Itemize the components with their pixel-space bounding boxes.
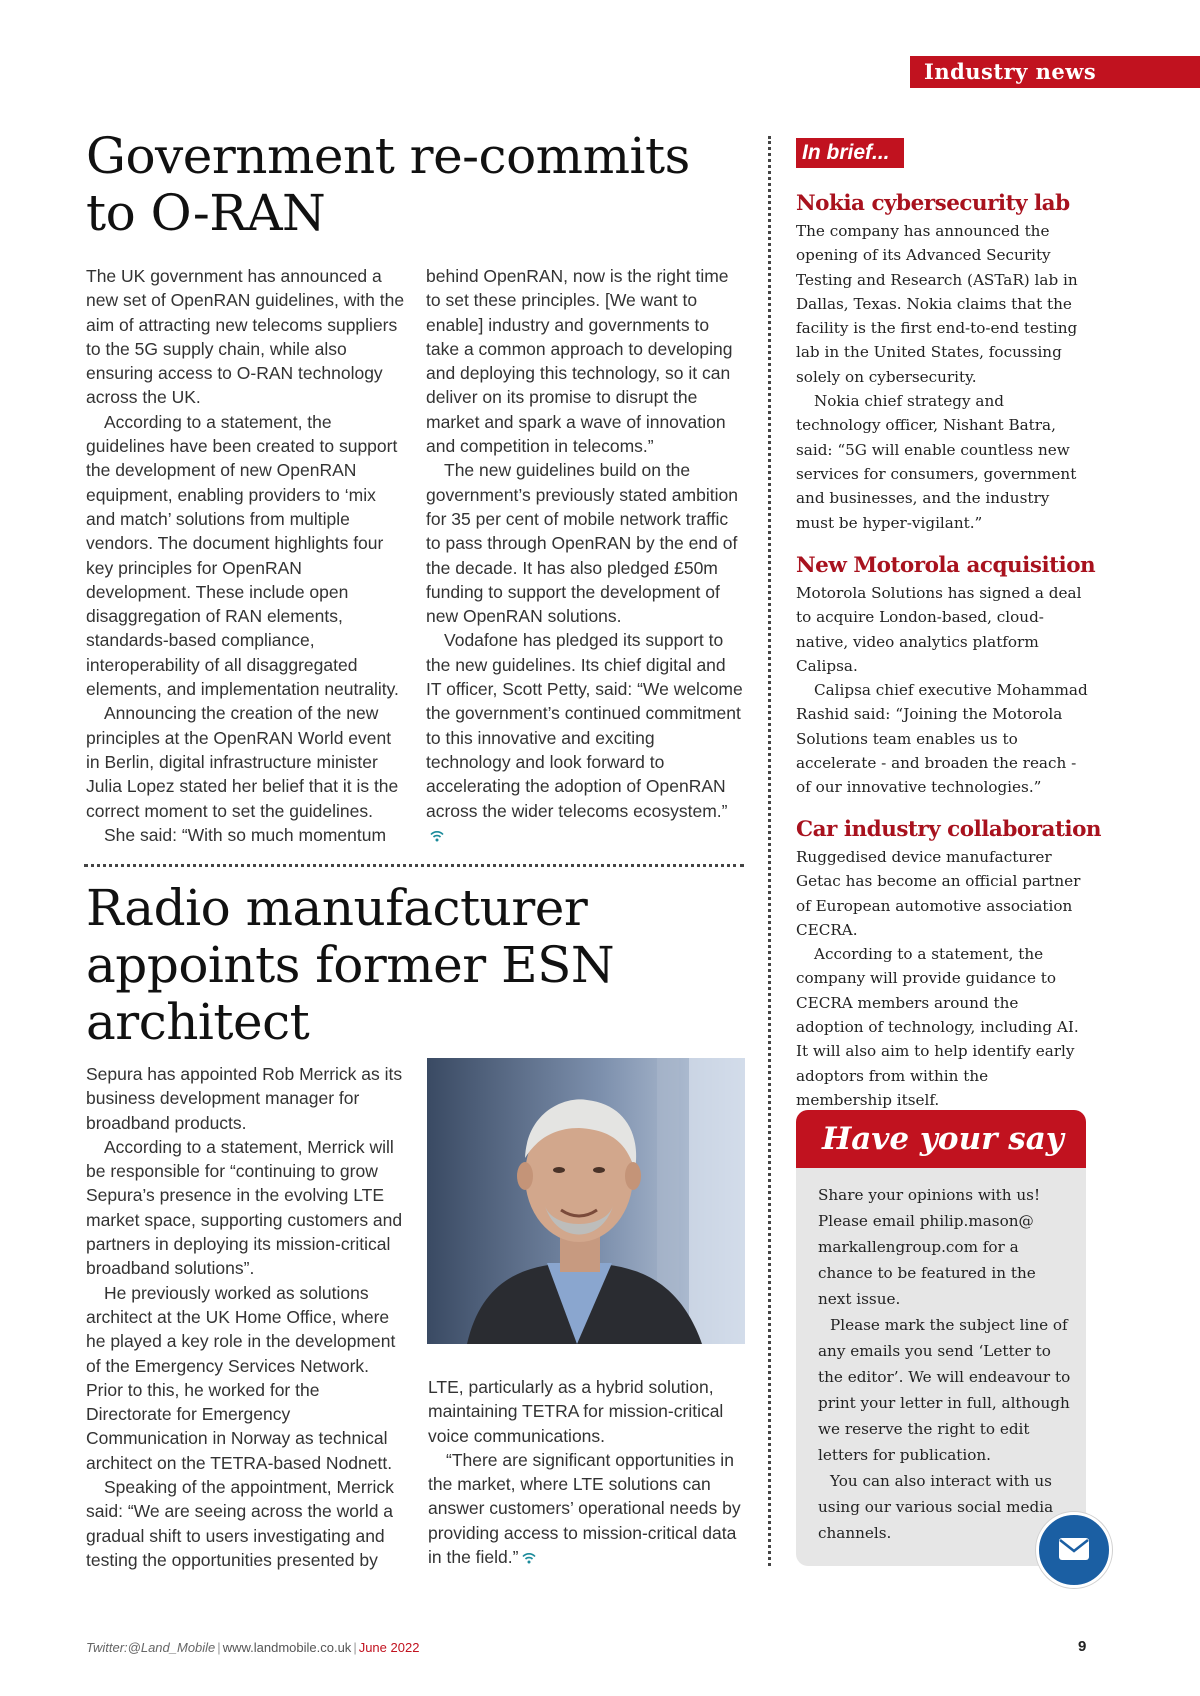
brief-paragraph: Calipsa chief executive Mohammad Rashid said: “Joining the Motorola Solutions team enables us to accelerate - and broaden the reach - of our innovative technologies.” — [796, 681, 1088, 797]
brief-title: Nokia cybersecurity lab — [796, 191, 1070, 216]
footer-separator: | — [353, 1640, 357, 1655]
article1-paragraph: The UK government has announced a new set of OpenRAN guidelines, with the aim of attracting new telecoms suppliers to the 5G supply chain, while also ensuring access to O-RAN technology across the UK. — [86, 266, 405, 408]
article1-paragraph: According to a statement, the guidelines have been created to support the development of new OpenRAN equipment, enabling providers to ‘mix and match’ solutions from multiple vendors. The document highlights four key principles for OpenRAN development. These include open disaggregation of RAN elements, standards-based compliance, interoperability of all disaggregated elements, and implementation neutrality. — [86, 411, 399, 700]
in-brief-tag: In brief... — [796, 138, 904, 168]
page-footer — [86, 1640, 419, 1655]
article2-column-2 — [428, 1375, 748, 1569]
issue-date: June 2022 — [358, 1640, 420, 1655]
article2-paragraph-continued: LTE, particularly as a hybrid solution, maintaining TETRA for mission-critical voice communications. — [428, 1377, 724, 1446]
article1-paragraph: The new guidelines build on the government’s previously stated ambition for 35 per cent of mobile network traffic to pass through OpenRAN by the end of the decade. It has also pledged £50m funding to support the development of new OpenRAN solutions. — [426, 460, 738, 627]
article2-paragraph: According to a statement, Merrick will be responsible for “continuing to grow Sepura’s presence in the evolving LTE market space, supporting customers and partners in deploying its mission-critical broadband solutions”. — [86, 1136, 403, 1279]
brief-item-car-industry — [796, 816, 1102, 1112]
brief-item-motorola — [796, 552, 1096, 800]
article-divider — [84, 864, 744, 867]
article1-paragraph: She said: “With so much momentum — [104, 824, 387, 845]
wireless-signal-icon — [522, 1552, 536, 1564]
have-your-say-body — [796, 1168, 1086, 1546]
article1-column-1 — [86, 264, 406, 847]
article2-paragraph: Speaking of the appointment, Merrick said: “We are seeing across the world a gradual shift to users investigating and testing the opportunities presented by — [86, 1477, 394, 1570]
brief-title: Car industry collaboration — [796, 817, 1102, 842]
article1-paragraph-continued: behind OpenRAN, now is the right time to set these principles. [We want to enable] industry and governments to take a common approach to developing and deploying this technology, so it can deliver on its promise to disrupt the market and spark a wave of innovation and competition in telecoms.” — [426, 266, 733, 457]
column-divider — [768, 136, 771, 1566]
footer-separator: | — [217, 1640, 221, 1655]
twitter-handle[interactable]: Twitter:@Land_Mobile — [86, 1640, 216, 1655]
article2-column-1 — [86, 1062, 406, 1572]
article1-paragraph-last — [426, 628, 744, 847]
brief-paragraph: The company has announced the opening of its Advanced Security Testing and Research (ASTaR) lab in Dallas, Texas. Nokia claims that the facility is the first end-to-end testing lab in the United States, focussing solely on cybersecurity. — [796, 222, 1078, 386]
article2-headline: Radio manufacturer appoints former ESN architect — [86, 879, 615, 1051]
brief-paragraph: According to a statement, the company will provide guidance to CECRA members around the adoption of technology, including AI. It will also aim to help identify early adoptors from within the membership itself. — [796, 945, 1079, 1109]
have-your-say-paragraph: Share your opinions with us! Please email philip.mason@ markallengroup.com for a chance to be featured in the next issue. — [818, 1186, 1041, 1308]
have-your-say-box — [796, 1110, 1086, 1566]
article1-column-2 — [426, 264, 744, 847]
article1-paragraph: Announcing the creation of the new principles at the OpenRAN World event in Berlin, digital infrastructure minister Julia Lopez stated her belief that it is the correct moment to set the guidelines. — [86, 703, 399, 821]
have-your-say-paragraph: Please mark the subject line of any emails you send ‘Letter to the editor’. We will endeavour to print your letter in full, although we reserve the right to edit letters for publication. — [818, 1316, 1071, 1464]
article2-paragraph: Sepura has appointed Rob Merrick as its business development manager for broadband products. — [86, 1064, 403, 1133]
article1-last-text: Vodafone has pledged its support to the new guidelines. Its chief digital and IT officer, Scott Petty, said: “We welcome the government’s continued commitment to this innovative and exciting technology and look forward to accelerating the adoption of OpenRAN across the wider telecoms ecosystem.” — [426, 630, 743, 821]
article2-paragraph-last — [428, 1448, 748, 1569]
brief-paragraph: Ruggedised device manufacturer Getac has become an official partner of European automotive association CECRA. — [796, 848, 1081, 939]
wireless-signal-icon — [430, 830, 444, 842]
article2-paragraph: He previously worked as solutions architect at the UK Home Office, where he played a key role in the development of the Emergency Services Network. Prior to this, he worked for the Directorate for Emergency Communication in Norway as technical architect on the TETRA-based Nodnett. — [86, 1282, 396, 1473]
have-your-say-title: Have your say — [796, 1110, 1086, 1168]
section-tag: Industry news — [910, 56, 1200, 88]
email-button[interactable] — [1036, 1512, 1112, 1588]
brief-item-nokia — [796, 190, 1088, 535]
page-number: 9 — [1078, 1638, 1087, 1655]
brief-title: New Motorola acquisition — [796, 553, 1096, 578]
article2-last-text: “There are significant opportunities in the market, where LTE solutions can answer customers’ operational needs by providing access to mission-critical data in the field.” — [428, 1449, 741, 1568]
article1-headline: Government re-commits to O-RAN — [86, 127, 690, 242]
portrait-photo — [427, 1058, 745, 1344]
brief-paragraph: Motorola Solutions has signed a deal to acquire London-based, cloud-native, video analytics platform Calipsa. — [796, 584, 1082, 675]
envelope-icon — [1058, 1537, 1090, 1561]
brief-paragraph: Nokia chief strategy and technology officer, Nishant Batra, said: “5G will enable countless new services for consumers, government and businesses, and the industry must be hyper-vigilant.” — [796, 392, 1077, 532]
website-link[interactable]: www.landmobile.co.uk — [222, 1640, 352, 1655]
have-your-say-paragraph: You can also interact with us using our various social media channels. — [818, 1472, 1054, 1542]
